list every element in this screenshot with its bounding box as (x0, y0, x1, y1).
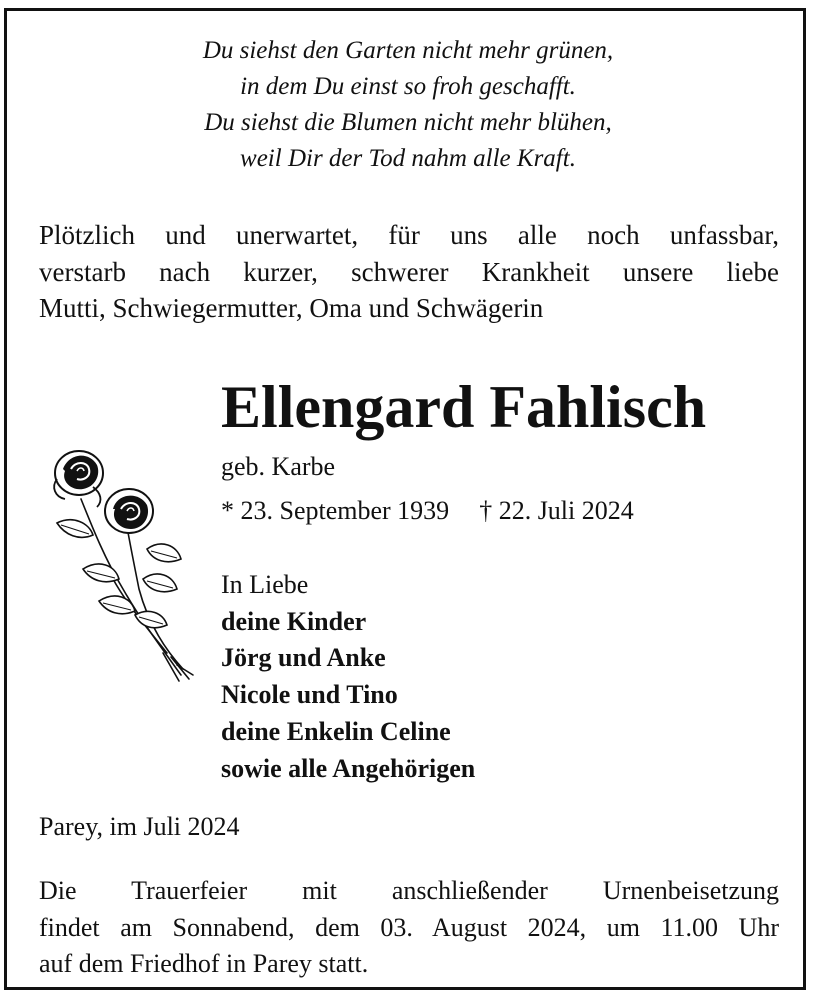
intro-line: Mutti, Schwiegermutter, Oma und Schwägerin (39, 293, 544, 323)
life-dates (221, 493, 634, 529)
poem-line: weil Dir der Tod nahm alle Kraft. (240, 145, 576, 172)
service-line: auf dem Friedhof in Parey statt. (39, 949, 369, 978)
service-line: Die Trauerfeier mit anschließender Urnenbeisetzung (39, 876, 779, 905)
intro-text (39, 217, 779, 327)
intro-line: Plötzlich und unerwartet, für uns alle noch unfassbar, (39, 220, 779, 250)
mourners-lead: In Liebe (221, 570, 309, 599)
rose-top-icon (54, 451, 103, 507)
obituary-frame (4, 8, 806, 990)
intro-line: verstarb nach kurzer, schwerer Krankheit unsere liebe (39, 256, 779, 287)
mourner-line: Nicole und Tino (221, 680, 398, 710)
poem (7, 33, 809, 177)
poem-line: Du siehst die Blumen nicht mehr blühen, (204, 109, 612, 136)
place-date: Parey, im Juli 2024 (39, 812, 240, 841)
mourner-line: sowie alle Angehörigen (221, 753, 476, 783)
mourner-line: deine Enkelin Celine (221, 716, 451, 746)
service-line: findet am Sonnabend, dem 03. August 2024, um 11.00 Uhr (39, 912, 779, 942)
roses-illustration (43, 439, 203, 689)
poem-line: Du siehst den Garten nicht mehr grünen, (202, 37, 614, 64)
service-notice (39, 873, 779, 983)
mourner-line: Jörg und Anke (221, 643, 386, 673)
mourner-line: deine Kinder (221, 606, 367, 636)
deceased-name: Ellengard Fahlisch (221, 374, 707, 440)
death-date: † 22. Juli 2024 (479, 496, 634, 525)
rose-bottom-icon (105, 489, 153, 533)
mourners (221, 567, 475, 787)
birth-date: * 23. September 1939 (221, 496, 450, 525)
poem-line: in dem Du einst so froh geschafft. (240, 73, 576, 100)
birth-name: geb. Karbe (221, 452, 336, 481)
